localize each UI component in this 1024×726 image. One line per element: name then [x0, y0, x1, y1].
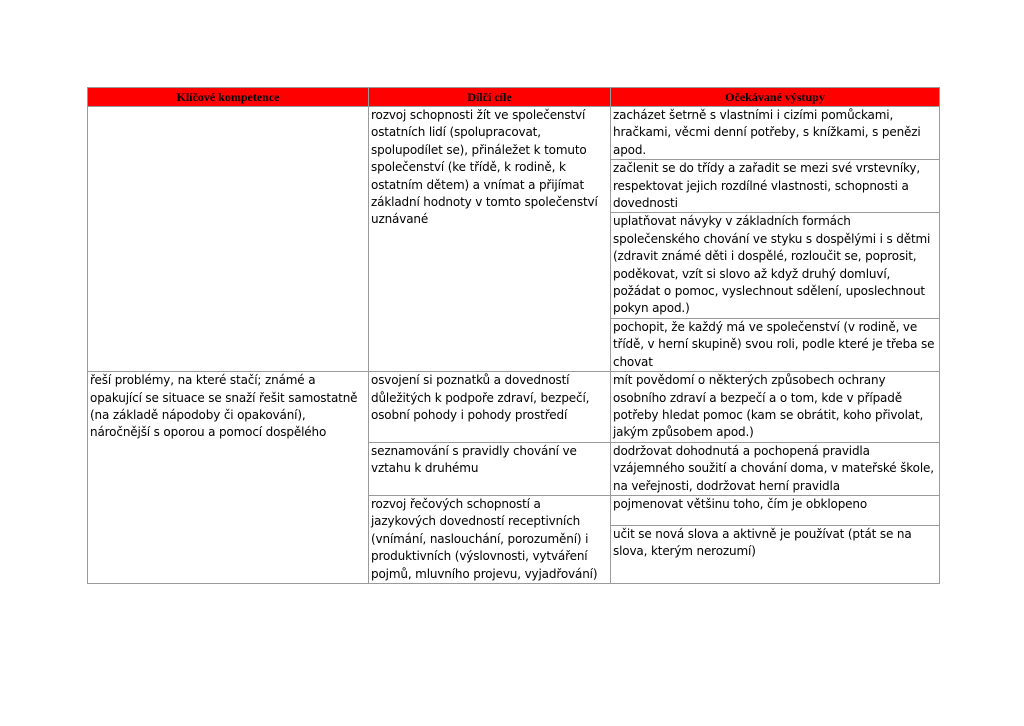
output-cell: uplatňovat návyky v základních formách společenského chování ve styku s dospělými i s dětmi (zdravit známé děti i dospělé, rozloučit se, poprosit, poděkovat, vzít si slovo až když druhý domluví, požádat o pomoc, vyslechnout sdělení, uposlechnout pokyn apod.) [611, 213, 940, 318]
competence-table [87, 87, 940, 584]
output-cell: dodržovat dohodnutá a pochopená pravidla vzájemného soužití a chování doma, v mateřské škole, na veřejnosti, dodržovat herní pravidla [611, 442, 940, 495]
competence-cell: řeší problémy, na které stačí; známé a opakující se situace se snaží řešit samostatně (na základě nápodoby či opakování), náročnější s oporou a pomocí dospělého [88, 372, 369, 584]
table-header-row [88, 88, 940, 107]
table-row [88, 372, 940, 443]
output-cell: mít povědomí o některých způsobech ochrany osobního zdraví a bezpečí a o tom, kde v případě potřeby hledat pomoc (kam se obrátit, koho přivolat, jakým způsobem apod.) [611, 372, 940, 443]
header-expected-outputs: Očekávané výstupy [611, 88, 940, 107]
goal-cell: rozvoj schopnosti žít ve společenství ostatních lidí (spolupracovat, spolupodílet se), přináležet k tomuto společenství (ke třídě, k rodině, k ostatním dětem) a vnímat a přijímat základní hodnoty v tomto společenství uznávané [369, 107, 611, 372]
header-key-competences: Klíčové kompetence [88, 88, 369, 107]
output-cell: začlenit se do třídy a zařadit se mezi své vrstevníky, respektovat jejich rozdílné vlastnosti, schopnosti a dovednosti [611, 160, 940, 213]
table-row [88, 107, 940, 160]
output-cell: zacházet šetrně s vlastními i cizími pomůckami, hračkami, věcmi denní potřeby, s knížkami, s penězi apod. [611, 107, 940, 160]
output-cell: učit se nová slova a aktivně je používat (ptát se na slova, kterým nerozumí) [611, 525, 940, 583]
output-cell: pojmenovat většinu toho, čím je obklopeno [611, 495, 940, 525]
goal-cell: osvojení si poznatků a dovedností důležitých k podpoře zdraví, bezpečí, osobní pohody i pohody prostředí [369, 372, 611, 443]
output-cell: pochopit, že každý má ve společenství (v rodině, ve třídě, v herní skupině) svou roli, podle které je třeba se chovat [611, 318, 940, 371]
goal-cell: seznamování s pravidly chování ve vztahu k druhému [369, 442, 611, 495]
goal-cell: rozvoj řečových schopností a jazykových dovedností receptivních (vnímání, naslouchání, porozumění) i produktivních (výslovnosti, vytváření pojmů, mluvního projevu, vyjadřování) [369, 495, 611, 583]
competence-cell [88, 107, 369, 372]
header-partial-goals: Dílčí cíle [369, 88, 611, 107]
